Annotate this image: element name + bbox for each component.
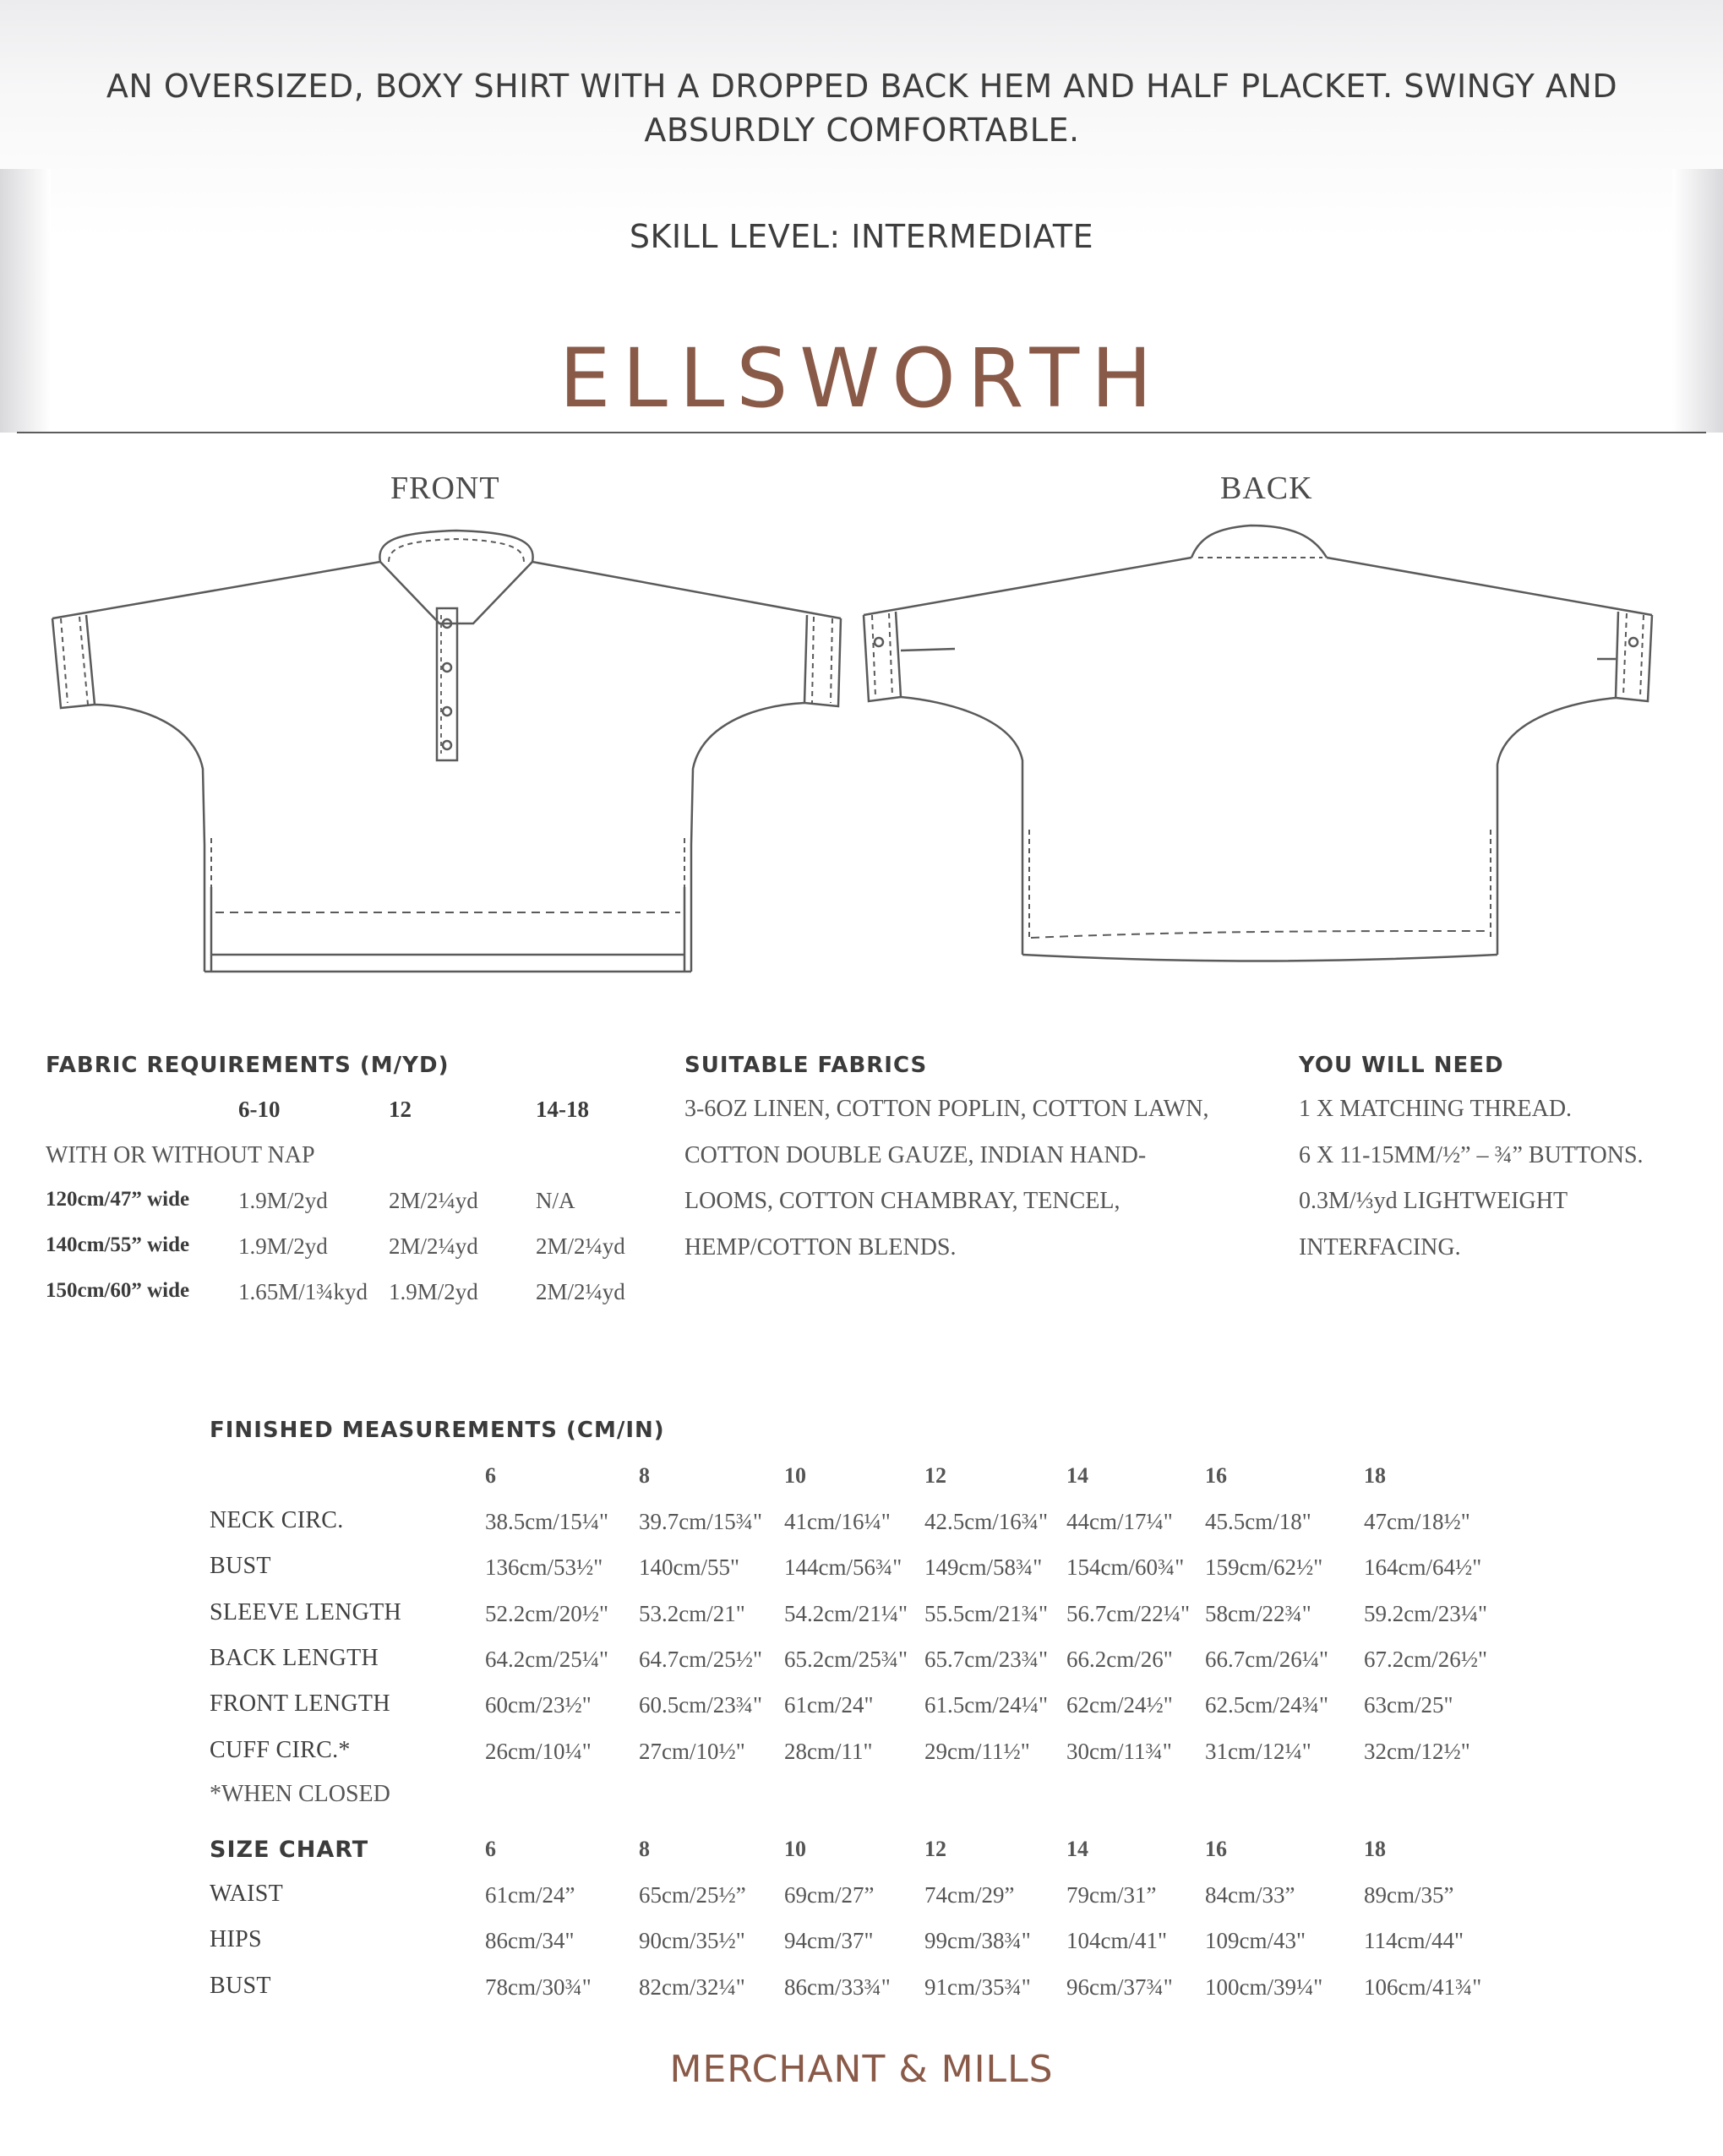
fabric-value: 2M/2¼yd xyxy=(389,1188,478,1213)
fabric-value: 1.9M/2yd xyxy=(238,1188,328,1213)
size-chart-row-label: WAIST xyxy=(210,1881,284,1907)
finished-measurements-value: 52.2cm/20½" xyxy=(485,1600,609,1626)
finished-measurements-row-label: FRONT LENGTH xyxy=(210,1690,390,1718)
fabric-size-header: 12 xyxy=(389,1097,412,1122)
finished-measurements-value: 26cm/10¼" xyxy=(485,1738,592,1764)
size-chart-value: 99cm/38¾" xyxy=(924,1928,1031,1954)
finished-measurements-value: 59.2cm/23¼" xyxy=(1364,1600,1488,1626)
suitable-fabrics-heading: SUITABLE FABRICS xyxy=(684,1053,928,1078)
finished-measurements-value: 31cm/12¼" xyxy=(1205,1738,1311,1764)
finished-measurements-size-header: 18 xyxy=(1364,1463,1386,1488)
finished-measurements-value: 65.7cm/23¾" xyxy=(924,1646,1049,1672)
fabric-nap-note: WITH OR WITHOUT NAP xyxy=(46,1142,315,1168)
you-will-need-heading: YOU WILL NEED xyxy=(1299,1053,1504,1078)
finished-measurements-size-header: 16 xyxy=(1205,1463,1227,1488)
you-will-need-line: 1 X MATCHING THREAD. xyxy=(1299,1096,1573,1122)
size-chart-value: 69cm/27” xyxy=(784,1882,875,1908)
you-will-need-line: 0.3M/⅓yd LIGHTWEIGHT xyxy=(1299,1188,1568,1214)
finished-measurements-value: 32cm/12½" xyxy=(1364,1738,1470,1764)
you-will-need-list xyxy=(1299,1086,1644,1271)
finished-measurements-value: 67.2cm/26½" xyxy=(1364,1646,1488,1672)
fabric-requirements-heading: FABRIC REQUIREMENTS (M/YD) xyxy=(46,1053,450,1078)
size-chart-value: 86cm/34" xyxy=(485,1928,575,1954)
size-chart-size-header: 16 xyxy=(1205,1837,1227,1861)
fabric-value: 1.65M/1¾kyd xyxy=(238,1279,368,1304)
finished-measurements-value: 154cm/60¾" xyxy=(1066,1554,1185,1581)
finished-measurements-value: 62cm/24½" xyxy=(1066,1692,1173,1718)
finished-measurements-value: 39.7cm/15¾" xyxy=(639,1509,763,1534)
size-chart-value: 114cm/44" xyxy=(1364,1928,1464,1954)
suitable-fabrics-list xyxy=(684,1086,1208,1271)
finished-measurements-value: 28cm/11" xyxy=(784,1738,873,1764)
fabric-width-label: 120cm/47” wide xyxy=(46,1188,190,1211)
finished-measurements-value: 42.5cm/16¾" xyxy=(924,1509,1049,1534)
size-chart-value: 94cm/37" xyxy=(784,1928,874,1954)
front-shirt-illustration xyxy=(42,524,853,980)
pattern-title: ELLSWORTH xyxy=(559,331,1164,426)
finished-measurements-value: 55.5cm/21¾" xyxy=(924,1600,1049,1626)
size-chart-value: 91cm/35¾" xyxy=(924,1974,1031,2000)
fabric-value: 2M/2¼yd xyxy=(536,1279,625,1304)
fabric-value: 1.9M/2yd xyxy=(238,1233,328,1259)
you-will-need-line: INTERFACING. xyxy=(1299,1233,1461,1260)
finished-measurements-row-label: NECK CIRC. xyxy=(210,1507,344,1533)
finished-measurements-value: 58cm/22¾" xyxy=(1205,1600,1311,1626)
finished-measurements-value: 60cm/23½" xyxy=(485,1692,592,1718)
size-chart-value: 65cm/25½” xyxy=(639,1882,746,1908)
fabric-value: 1.9M/2yd xyxy=(389,1279,478,1304)
finished-measurements-size-header: 12 xyxy=(924,1463,946,1488)
finished-measurements-value: 61cm/24" xyxy=(784,1692,874,1718)
finished-measurements-value: 64.7cm/25½" xyxy=(639,1646,763,1672)
finished-measurements-value: 38.5cm/15¼" xyxy=(485,1509,609,1534)
back-shirt-illustration xyxy=(853,515,1673,972)
size-chart-size-header: 18 xyxy=(1364,1837,1386,1861)
finished-measurements-value: 164cm/64½" xyxy=(1364,1554,1482,1581)
back-view-label: BACK xyxy=(1220,471,1313,506)
fabric-value: 2M/2¼yd xyxy=(389,1233,478,1259)
finished-measurements-value: 56.7cm/22¼" xyxy=(1066,1600,1191,1626)
finished-measurements-value: 27cm/10½" xyxy=(639,1738,745,1764)
finished-measurements-value: 61.5cm/24¼" xyxy=(924,1692,1049,1718)
size-chart-value: 100cm/39¼" xyxy=(1205,1974,1323,2000)
finished-measurements-value: 41cm/16¼" xyxy=(784,1509,891,1534)
finished-measurements-value: 66.2cm/26" xyxy=(1066,1646,1173,1672)
size-chart-value: 82cm/32¼" xyxy=(639,1974,745,2000)
brand-footer: MERCHANT & MILLS xyxy=(669,2048,1054,2091)
fabric-value: 2M/2¼yd xyxy=(536,1233,625,1259)
finished-measurements-value: 29cm/11½" xyxy=(924,1738,1030,1764)
finished-measurements-value: 140cm/55" xyxy=(639,1554,740,1581)
size-chart-size-header: 14 xyxy=(1066,1837,1088,1861)
size-chart-value: 106cm/41¾" xyxy=(1364,1974,1482,2000)
front-view-label: FRONT xyxy=(390,471,500,506)
fabric-value: N/A xyxy=(536,1188,575,1213)
finished-measurements-value: 159cm/62½" xyxy=(1205,1554,1323,1581)
size-chart-value: 61cm/24” xyxy=(485,1882,575,1908)
fabric-size-header: 6-10 xyxy=(238,1097,281,1122)
finished-measurements-size-header: 6 xyxy=(485,1463,496,1488)
finished-measurements-value: 30cm/11¾" xyxy=(1066,1738,1172,1764)
finished-measurements-row-label: SLEEVE LENGTH xyxy=(210,1598,402,1625)
size-chart-value: 79cm/31” xyxy=(1066,1882,1157,1908)
size-chart-value: 86cm/33¾" xyxy=(784,1974,891,2000)
size-chart-value: 90cm/35½" xyxy=(639,1928,745,1954)
finished-measurements-row-label: BUST xyxy=(210,1553,271,1580)
fabric-size-header: 14-18 xyxy=(536,1097,589,1122)
finished-measurements-value: 136cm/53½" xyxy=(485,1554,603,1581)
finished-measurements-value: 63cm/25" xyxy=(1364,1692,1453,1718)
skill-level: SKILL LEVEL: INTERMEDIATE xyxy=(629,218,1094,255)
finished-measurements-value: 60.5cm/23¾" xyxy=(639,1692,763,1718)
size-chart-row-label: HIPS xyxy=(210,1926,262,1953)
size-chart-value: 74cm/29” xyxy=(924,1882,1015,1908)
size-chart-row-label: BUST xyxy=(210,1972,271,1999)
finished-measurements-value: 45.5cm/18" xyxy=(1205,1509,1311,1534)
suitable-fabrics-line: 3-6OZ LINEN, COTTON POPLIN, COTTON LAWN, xyxy=(684,1096,1209,1122)
size-chart-value: 84cm/33” xyxy=(1205,1882,1295,1908)
finished-measurements-value: 149cm/58¾" xyxy=(924,1554,1043,1581)
size-chart-value: 109cm/43" xyxy=(1205,1928,1306,1954)
finished-measurements-size-header: 10 xyxy=(784,1463,806,1488)
finished-measurements-value: 65.2cm/25¾" xyxy=(784,1646,908,1672)
intro-text: AN OVERSIZED, BOXY SHIRT WITH A DROPPED BACK HEM AND HALF PLACKET. SWINGY AND ABSURDLY COMFORTABLE. xyxy=(106,68,1618,149)
fabric-width-label: 140cm/55” wide xyxy=(46,1233,190,1256)
finished-measurements-value: 44cm/17¼" xyxy=(1066,1509,1173,1534)
fabric-width-label: 150cm/60” wide xyxy=(46,1279,190,1302)
suitable-fabrics-line: COTTON DOUBLE GAUZE, INDIAN HAND- xyxy=(684,1141,1147,1168)
flap-fold-line xyxy=(17,432,1706,433)
finished-measurements-value: 62.5cm/24¾" xyxy=(1205,1692,1329,1718)
finished-measurements-size-header: 8 xyxy=(639,1463,650,1488)
finished-measurements-row-label: CUFF CIRC.* xyxy=(210,1736,351,1763)
size-chart-value: 104cm/41" xyxy=(1066,1928,1168,1954)
finished-measurements-heading: FINISHED MEASUREMENTS (CM/IN) xyxy=(210,1418,665,1443)
finished-measurements-value: 53.2cm/21" xyxy=(639,1600,745,1626)
finished-measurements-value: 54.2cm/21¼" xyxy=(784,1600,908,1626)
you-will-need-line: 6 X 11-15MM/½” – ¾” BUTTONS. xyxy=(1299,1141,1644,1168)
size-chart-value: 78cm/30¾" xyxy=(485,1974,592,2000)
finished-measurements-value: 66.7cm/26¼" xyxy=(1205,1646,1329,1672)
finished-measurements-size-header: 14 xyxy=(1066,1463,1088,1488)
size-chart-size-header: 8 xyxy=(639,1837,650,1861)
size-chart-size-header: 10 xyxy=(784,1837,806,1861)
finished-measurements-value: 64.2cm/25¼" xyxy=(485,1646,609,1672)
suitable-fabrics-line: LOOMS, COTTON CHAMBRAY, TENCEL, xyxy=(684,1188,1120,1214)
footnote: *WHEN CLOSED xyxy=(210,1781,390,1807)
size-chart-value: 89cm/35” xyxy=(1364,1882,1454,1908)
finished-measurements-row-label: BACK LENGTH xyxy=(210,1644,379,1671)
finished-measurements-value: 144cm/56¾" xyxy=(784,1554,902,1581)
size-chart-size-header: 6 xyxy=(485,1837,496,1861)
suitable-fabrics-line: HEMP/COTTON BLENDS. xyxy=(684,1233,957,1260)
size-chart-size-header: 12 xyxy=(924,1837,946,1861)
size-chart-heading: SIZE CHART xyxy=(210,1837,369,1863)
finished-measurements-value: 47cm/18½" xyxy=(1364,1509,1470,1534)
size-chart-value: 96cm/37¾" xyxy=(1066,1974,1173,2000)
